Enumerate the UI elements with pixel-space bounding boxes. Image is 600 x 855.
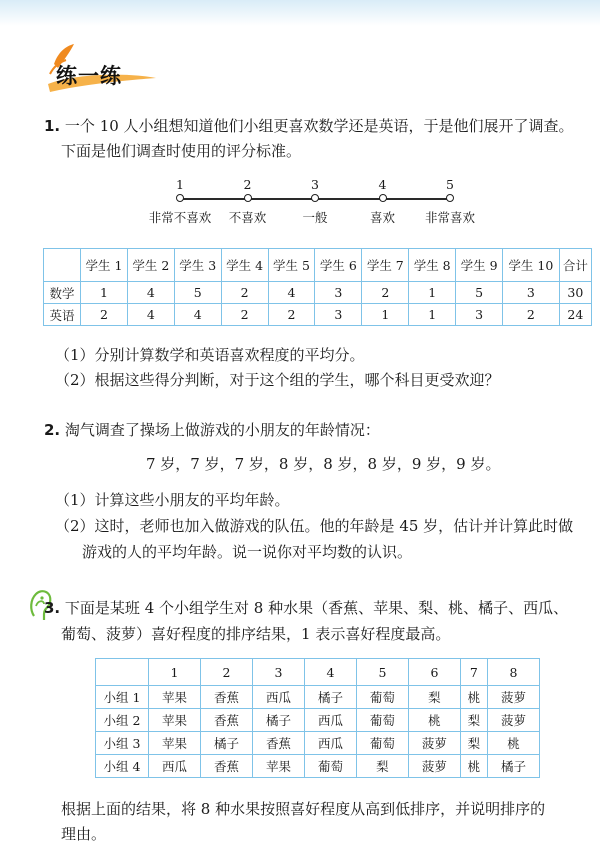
table-cell: 葡萄 <box>356 709 408 732</box>
q3-closing1: 根据上面的结果，将 8 种水果按照喜好程度从高到低排序，并说明排序的 <box>61 800 546 818</box>
scale-number: 2 <box>243 177 252 192</box>
table-cell: 学生 5 <box>268 249 315 282</box>
table-cell: 1 <box>409 304 456 326</box>
table-cell: 学生 1 <box>81 249 128 282</box>
scale-point-5 <box>410 177 490 226</box>
table-cell: 学生 3 <box>174 249 221 282</box>
scale-number: 1 <box>176 177 184 192</box>
table-cell: 1 <box>149 659 201 686</box>
table-cell: 小组 4 <box>96 755 149 778</box>
table-cell: 3 <box>456 304 503 326</box>
heading-title: 练一练 <box>56 64 122 88</box>
q2-ages: 7 岁，7 岁，7 岁，8 岁，8 岁，8 岁，9 岁，9 岁。 <box>146 455 501 473</box>
table-cell: 24 <box>559 304 591 326</box>
table-cell: 香蕉 <box>200 686 252 709</box>
q3-line2: 葡萄、菠萝）喜好程度的排序结果，1 表示喜好程度最高。 <box>61 625 451 643</box>
table-cell: 葡萄 <box>356 686 408 709</box>
table-cell: 2 <box>362 282 409 304</box>
table-header-row <box>96 659 540 686</box>
q2-line1 <box>44 418 380 442</box>
table-row <box>96 732 540 755</box>
q2-sub2a: （2）这时，老师也加入做游戏的队伍。他的年龄是 45 岁，估计并计算此时做 <box>55 517 574 535</box>
table-cell: 苹果 <box>149 686 201 709</box>
table-cell: 学生 6 <box>315 249 362 282</box>
section-heading <box>44 44 164 94</box>
table-cell: 葡萄 <box>304 755 356 778</box>
table-cell: 5 <box>174 282 221 304</box>
table-cell: 学生 10 <box>503 249 560 282</box>
table-cell: 小组 1 <box>96 686 149 709</box>
table-cell: 西瓜 <box>149 755 201 778</box>
table-cell: 西瓜 <box>304 732 356 755</box>
table-cell: 橘子 <box>487 755 539 778</box>
q3-line1 <box>44 596 568 620</box>
table-cell: 学生 8 <box>409 249 456 282</box>
table-cell: 桃 <box>460 686 487 709</box>
q2-number: 2. <box>44 421 61 439</box>
table-row <box>44 304 592 326</box>
table-cell: 5 <box>456 282 503 304</box>
table-cell: 4 <box>304 659 356 686</box>
table-cell: 3 <box>315 304 362 326</box>
q1-sub2: （2）根据这些得分判断，对于这个组的学生，哪个科目更受欢迎？ <box>55 371 500 389</box>
table-cell: 香蕉 <box>200 709 252 732</box>
table-cell: 4 <box>174 304 221 326</box>
scale-dot <box>311 194 319 202</box>
table-cell: 桃 <box>460 755 487 778</box>
scale-label: 喜欢 <box>369 210 395 225</box>
table-cell: 橘子 <box>304 686 356 709</box>
table-cell: 2 <box>200 659 252 686</box>
scale-dot <box>379 194 387 202</box>
q1-line2: 下面是他们调查时使用的评分标准。 <box>61 142 302 160</box>
table-cell: 2 <box>81 304 128 326</box>
scale-number: 5 <box>446 177 454 192</box>
table-cell: 苹果 <box>252 755 304 778</box>
table-cell: 小组 2 <box>96 709 149 732</box>
q2-sub1: （1）计算这些小朋友的平均年龄。 <box>55 491 290 509</box>
table-cell: 数学 <box>44 282 81 304</box>
scale-dot <box>176 194 184 202</box>
table-header-row <box>44 249 592 282</box>
table-cell: 6 <box>408 659 460 686</box>
fruit-ranking-table <box>95 658 540 778</box>
q2-text1: 淘气调查了操场上做游戏的小朋友的年龄情况： <box>64 421 380 439</box>
table-cell: 橘子 <box>200 732 252 755</box>
scale-label: 非常不喜欢 <box>148 210 212 225</box>
table-cell: 1 <box>362 304 409 326</box>
table-cell: 2 <box>503 304 560 326</box>
table-cell: 橘子 <box>252 709 304 732</box>
table-cell: 3 <box>252 659 304 686</box>
table-cell: 3 <box>315 282 362 304</box>
table-cell: 梨 <box>460 709 487 732</box>
table-cell: 学生 7 <box>362 249 409 282</box>
table-cell: 西瓜 <box>304 709 356 732</box>
table-cell: 菠萝 <box>408 732 460 755</box>
table-cell: 4 <box>127 282 174 304</box>
table-row <box>44 282 592 304</box>
table-cell: 桃 <box>408 709 460 732</box>
table-cell: 2 <box>221 304 268 326</box>
table-cell: 4 <box>268 282 315 304</box>
table-cell: 苹果 <box>149 732 201 755</box>
table-cell: 1 <box>409 282 456 304</box>
table-cell: 5 <box>356 659 408 686</box>
table-cell: 菠萝 <box>408 755 460 778</box>
scale-label: 不喜欢 <box>228 210 267 225</box>
q1-line1 <box>44 114 574 138</box>
score-table <box>43 248 592 326</box>
q1-text1: 一个 10 人小组想知道他们小组更喜欢数学还是英语，于是他们展开了调查。 <box>64 117 574 135</box>
scale-dot <box>446 194 454 202</box>
table-cell: 3 <box>503 282 560 304</box>
table-row <box>96 686 540 709</box>
table-cell: 西瓜 <box>252 686 304 709</box>
table-row <box>96 755 540 778</box>
table-cell: 30 <box>559 282 591 304</box>
q1-number: 1. <box>44 117 61 135</box>
scale-dot <box>244 194 252 202</box>
table-cell: 英语 <box>44 304 81 326</box>
q3-text1: 下面是某班 4 个小组学生对 8 种水果（香蕉、苹果、梨、桃、橘子、西瓜、 <box>64 599 569 617</box>
table-cell: 苹果 <box>149 709 201 732</box>
top-band <box>0 0 600 26</box>
table-cell: 梨 <box>356 755 408 778</box>
table-cell: 菠萝 <box>487 686 539 709</box>
table-cell: 香蕉 <box>200 755 252 778</box>
table-cell: 梨 <box>460 732 487 755</box>
table-cell: 菠萝 <box>487 709 539 732</box>
table-cell: 梨 <box>408 686 460 709</box>
q1-sub1: （1）分别计算数学和英语喜欢程度的平均分。 <box>55 346 365 364</box>
table-cell: 葡萄 <box>356 732 408 755</box>
table-cell: 7 <box>460 659 487 686</box>
table-cell: 4 <box>127 304 174 326</box>
table-cell <box>96 659 149 686</box>
table-cell: 学生 4 <box>221 249 268 282</box>
table-cell: 合计 <box>559 249 591 282</box>
table-cell: 1 <box>81 282 128 304</box>
scale-label: 一般 <box>302 210 328 225</box>
scale-number: 3 <box>311 177 319 192</box>
table-cell: 小组 3 <box>96 732 149 755</box>
table-cell: 学生 9 <box>456 249 503 282</box>
table-cell: 香蕉 <box>252 732 304 755</box>
scale-number: 4 <box>378 177 387 192</box>
q3-closing2: 理由。 <box>61 825 107 843</box>
scale-label: 非常喜欢 <box>424 210 475 225</box>
table-cell: 学生 2 <box>127 249 174 282</box>
table-cell: 8 <box>487 659 539 686</box>
table-row <box>96 709 540 732</box>
table-cell: 2 <box>221 282 268 304</box>
table-cell: 桃 <box>487 732 539 755</box>
rating-scale <box>130 177 500 227</box>
table-cell: 2 <box>268 304 315 326</box>
q3-number: 3. <box>44 599 61 617</box>
q2-sub2b: 游戏的人的平均年龄。说一说你对平均数的认识。 <box>82 543 413 561</box>
table-cell <box>44 249 81 282</box>
